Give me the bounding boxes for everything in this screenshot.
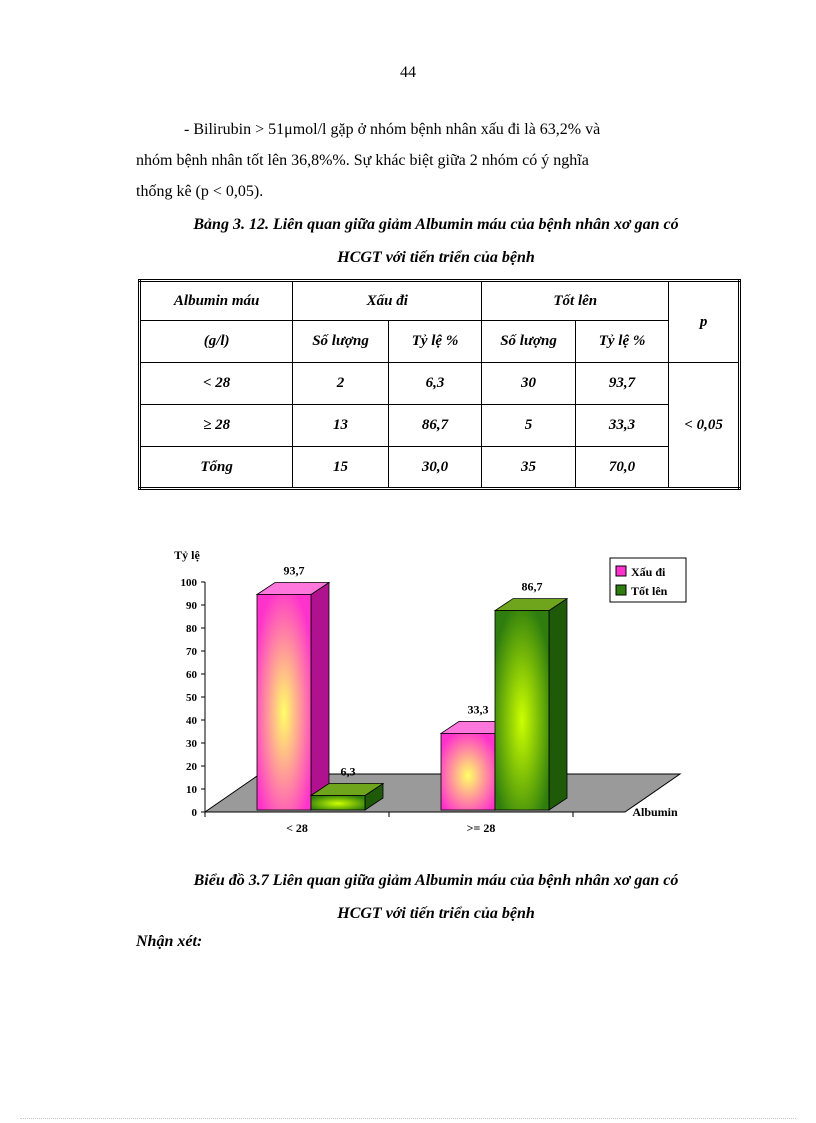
cell-worse-count: 2 — [293, 363, 389, 405]
bar-value-label: 6,3 — [340, 764, 356, 779]
paragraph-line: - Bilirubin > 51μmol/l gặp ở nhóm bệnh nhân xấu đi là 63,2% và — [184, 121, 601, 138]
bar-value-label: 86,7 — [521, 579, 543, 594]
cell-better-rate: 33,3 — [575, 405, 668, 447]
y-tick-label: 30 — [186, 738, 197, 750]
y-tick-label: 70 — [186, 646, 197, 658]
header-worse: Xấu đi — [293, 281, 482, 321]
header-albumin-unit: (g/l) — [140, 321, 293, 363]
bar-value-label: 93,7 — [283, 563, 305, 578]
bar-side — [311, 582, 329, 810]
cell-worse-rate: 30,0 — [388, 447, 481, 489]
cell-better-count: 35 — [482, 447, 576, 489]
table-row — [140, 447, 740, 489]
y-tick-label: 20 — [186, 761, 197, 773]
page-number: 44 — [400, 64, 416, 81]
bar-chart-svg — [150, 540, 710, 850]
y-tick-label: 10 — [186, 784, 197, 796]
y-tick-label: 50 — [186, 692, 197, 704]
subheader-rate: Tỷ lệ % — [388, 321, 481, 363]
bar-chart — [150, 540, 710, 850]
y-tick-label: 90 — [186, 600, 197, 612]
legend-swatch — [616, 566, 626, 576]
y-tick-label: 80 — [186, 623, 197, 635]
header-better: Tốt lên — [482, 281, 669, 321]
cell-worse-rate: 6,3 — [388, 363, 481, 405]
y-tick-label: 0 — [191, 807, 197, 819]
header-albumin: Albumin máu — [140, 281, 293, 321]
bar-front — [311, 796, 365, 810]
y-axis-title: Tỷ lệ — [174, 548, 200, 562]
table-row — [140, 363, 740, 405]
chart-caption — [0, 864, 816, 930]
cell-p-value: < 0,05 — [669, 363, 740, 489]
table-caption-line: HCGT với tiến triển của bệnh — [337, 249, 535, 266]
x-tick-label: < 28 — [286, 821, 308, 835]
header-p: p — [669, 281, 740, 363]
bar-front — [495, 611, 549, 810]
row-label: Tổng — [140, 447, 293, 489]
bar-front — [441, 733, 495, 810]
table-caption-line: Bảng 3. 12. Liên quan giữa giảm Albumin máu của bệnh nhân xơ gan có — [193, 216, 679, 233]
body-paragraph — [136, 114, 741, 207]
paragraph-line: nhóm bệnh nhân tốt lên 36,8%%. Sự khác biệt giữa 2 nhóm có ý nghĩa — [136, 152, 589, 169]
subheader-count: Số lượng — [293, 321, 389, 363]
data-table — [138, 279, 741, 490]
cell-better-count: 30 — [482, 363, 576, 405]
cell-worse-count: 15 — [293, 447, 389, 489]
x-tick-label: >= 28 — [466, 821, 496, 835]
cell-worse-rate: 86,7 — [388, 405, 481, 447]
cell-better-rate: 70,0 — [575, 447, 668, 489]
subheader-rate: Tỷ lệ % — [575, 321, 668, 363]
legend-label: Tốt lên — [631, 584, 668, 598]
legend-label: Xấu đi — [631, 565, 666, 579]
chart-caption-line: Biểu đồ 3.7 Liên quan giữa giảm Albumin máu của bệnh nhân xơ gan có — [193, 872, 679, 889]
cell-better-rate: 93,7 — [575, 363, 668, 405]
row-label: < 28 — [140, 363, 293, 405]
bar-value-label: 33,3 — [467, 702, 489, 717]
page-bottom-rule — [20, 1118, 796, 1119]
y-tick-label: 40 — [186, 715, 197, 727]
cell-worse-count: 13 — [293, 405, 389, 447]
data-table-container — [138, 279, 741, 490]
bar-side — [549, 599, 567, 810]
y-tick-label: 100 — [180, 577, 197, 589]
cell-better-count: 5 — [482, 405, 576, 447]
subheader-count: Số lượng — [482, 321, 576, 363]
legend-swatch — [616, 585, 626, 595]
note-label: Nhận xét: — [136, 933, 203, 950]
paragraph-line: thống kê (p < 0,05). — [136, 183, 264, 200]
table-caption — [0, 208, 816, 274]
x-axis-title: Albumin — [632, 805, 678, 819]
row-label: ≥ 28 — [140, 405, 293, 447]
table-row — [140, 405, 740, 447]
y-tick-label: 60 — [186, 669, 197, 681]
chart-caption-line: HCGT với tiến triển của bệnh — [337, 905, 535, 922]
bar-front — [257, 594, 311, 810]
